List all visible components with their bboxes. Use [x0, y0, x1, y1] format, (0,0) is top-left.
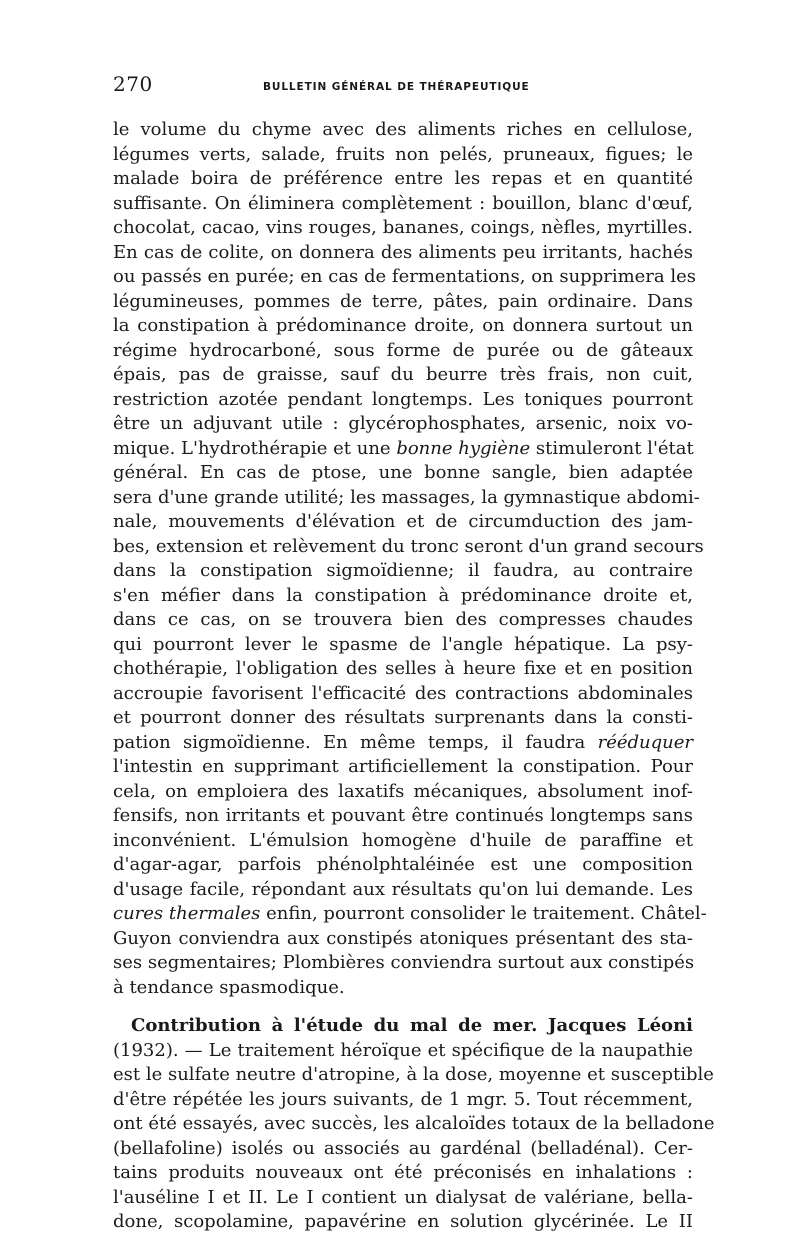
text-line	[113, 731, 693, 756]
text-line: ou passés en purée; en cas de fermentations, on supprimera les	[113, 266, 697, 287]
running-head: BULLETIN GÉNÉRAL DE THÉRAPEUTIQUE	[263, 81, 530, 93]
text-line: cela, on emploiera des laxatifs mécaniques, absolument inof-	[113, 780, 693, 802]
text-line: l'auséline I et II. Le I contient un dialysat de valériane, bella-	[113, 1186, 693, 1208]
text-line: inconvénient. L'émulsion homogène d'huile de paraffine et	[113, 829, 693, 851]
page-header	[113, 70, 693, 100]
page	[113, 70, 715, 1235]
text-line: d'usage facile, répondant aux résultats qu'on lui demande. Les	[113, 878, 693, 900]
text-segment: pation sigmoïdienne. En même temps, il faudra	[113, 731, 598, 753]
text-line: d'être répétée les jours suivants, de 1 mgr. 5. Tout récemment,	[113, 1088, 693, 1110]
text-line: tains produits nouveaux ont été préconisés en inhalations :	[113, 1162, 693, 1183]
text-line: sera d'une grande utilité; les massages, la gymnastique abdomi-	[113, 486, 700, 508]
italic-phrase: cures thermales	[113, 903, 261, 924]
text-segment: stimuleront l'état	[530, 437, 694, 459]
text-line: Guyon conviendra aux constipés atoniques présentant des sta-	[113, 927, 693, 949]
italic-phrase: bonne hygiène	[396, 437, 531, 459]
text-line: légumineuses, pommes de terre, pâtes, pain ordinaire. Dans	[113, 290, 693, 312]
section-heading: Contribution à l'étude du mal de mer. Jacques Léoni	[131, 1015, 693, 1036]
text-line: la constipation à prédominance droite, on donnera surtout un	[113, 315, 693, 336]
text-line: fensifs, non irritants et pouvant être continués longtemps sans	[113, 805, 693, 826]
text-line	[113, 437, 693, 462]
text-line: général. En cas de ptose, une bonne sangle, bien adaptée	[113, 462, 693, 483]
italic-phrase: rééduquer	[597, 731, 693, 753]
text-line: ont été essayés, avec succès, les alcaloïdes totaux de la belladone	[113, 1113, 715, 1134]
text-line: ses segmentaires; Plombières conviendra surtout aux constipés	[113, 952, 695, 973]
text-segment: enfin, pourront consolider le traitement. Châtel-	[260, 903, 707, 924]
text-line	[113, 902, 707, 927]
text-line: le volume du chyme avec des aliments riches en cellulose,	[113, 119, 693, 140]
text-line: suffisante. On éliminera complètement : bouillon, blanc d'œuf,	[113, 192, 693, 214]
text-line: légumes verts, salade, fruits non pelés, pruneaux, figues; le	[113, 143, 693, 165]
paragraph-diet-constipation	[113, 118, 707, 1000]
text-line: restriction azotée pendant longtemps. Les toniques pourront	[113, 388, 693, 410]
text-line: à tendance spasmodique.	[113, 976, 345, 998]
text-line: chocolat, cacao, vins rouges, bananes, coings, nèfles, myrtilles.	[113, 217, 693, 238]
text-line: malade boira de préférence entre les repas et en quantité	[113, 168, 693, 189]
text-line: bes, extension et relèvement du tronc seront d'un grand secours	[113, 535, 704, 557]
text-line: (bellafoline) isolés ou associés au gardénal (belladénal). Cer-	[113, 1137, 693, 1159]
text-line: et pourront donner des résultats surprenants dans la consti-	[113, 707, 693, 728]
page-number: 270	[113, 72, 153, 96]
text-line: accroupie favorisent l'efficacité des contractions abdominales	[113, 682, 693, 704]
text-line: (1932). — Le traitement héroïque et spécifique de la naupathie	[113, 1039, 693, 1061]
text-line: régime hydrocarboné, sous forme de purée ou de gâteaux	[113, 339, 693, 361]
text-line: est le sulfate neutre d'atropine, à la dose, moyenne et susceptible	[113, 1064, 714, 1085]
text-line: done, scopolamine, papavérine en solution glycérinée. Le II	[113, 1211, 693, 1232]
section-heading-line	[113, 1014, 693, 1039]
text-line: l'intestin en supprimant artificiellement la constipation. Pour	[113, 756, 693, 777]
text-line: d'agar-agar, parfois phénolphtaléinée est une composition	[113, 854, 693, 875]
text-line: qui pourront lever le spasme de l'angle hépatique. La psy-	[113, 633, 693, 655]
text-segment: mique. L'hydrothérapie et une	[113, 437, 397, 459]
text-line: dans la constipation sigmoïdienne; il faudra, au contraire	[113, 560, 693, 581]
text-line: nale, mouvements d'élévation et de circumduction des jam-	[113, 511, 693, 532]
text-line: être un adjuvant utile : glycérophosphates, arsenic, noix vo-	[113, 413, 693, 434]
article-body	[113, 118, 715, 1235]
text-line: dans ce cas, on se trouvera bien des compresses chaudes	[113, 609, 693, 630]
paragraph-mal-de-mer	[113, 1014, 715, 1235]
text-line: chothérapie, l'obligation des selles à heure fixe et en position	[113, 658, 693, 679]
text-line: En cas de colite, on donnera des aliments peu irritants, hachés	[113, 241, 693, 263]
text-line: épais, pas de graisse, sauf du beurre très frais, non cuit,	[113, 364, 693, 385]
text-line: s'en méfier dans la constipation à prédominance droite et,	[113, 584, 693, 606]
